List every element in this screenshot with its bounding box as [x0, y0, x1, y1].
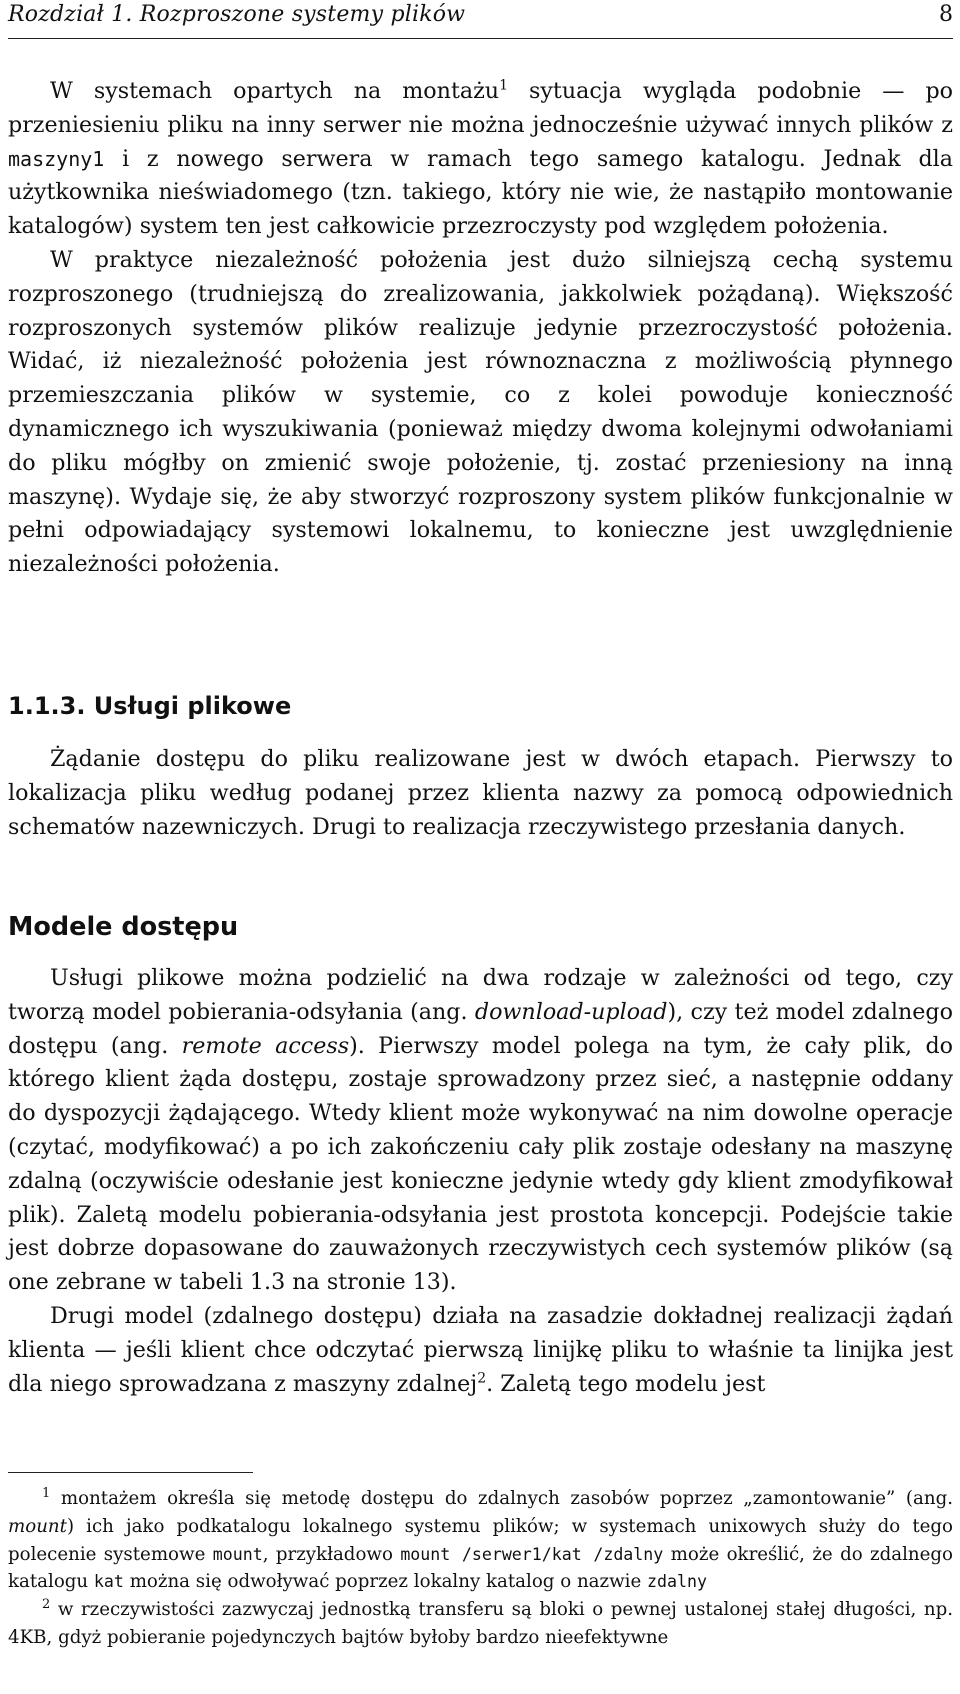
code-zdalny: zdalny — [647, 1572, 707, 1592]
code-maszyny1: maszyny1 — [8, 146, 105, 171]
section-text-modele — [8, 962, 953, 1401]
running-header — [8, 0, 953, 39]
paragraph-zadanie: Żądanie dostępu do pliku realizowane jest w dwóch etapach. Pierwszy to lokalizacja pliku według podanej przez klienta nazwy za pomocą odpowiednich schematów nazewniczych. Drugi to realizacja rzeczywistego przesłania danych. — [8, 746, 953, 840]
footnotes — [8, 1485, 953, 1652]
footnote-separator — [8, 1472, 253, 1473]
footnote-ref-2[interactable]: 2 — [477, 1370, 487, 1387]
footnote-2-marker: 2 — [42, 1597, 51, 1613]
subsection-heading-modele-dostepu: Modele dostępu — [8, 912, 239, 942]
footnote-2: $^2$ w rzeczywistości zazwyczaj jednostką transferu są bloki o pewnej ustalonej stałej długości, np. 4KB, gdyż pobieranie pojedynczych bajtów byłoby bardzo nieefektywne — [8, 1597, 953, 1648]
paragraph-niezaleznosc: W praktyce niezależność położenia jest dużo silniejszą cechą systemu rozproszonego (trudniejszą do zrealizowania, jakkolwiek pożądaną). Większość rozproszonych systemów plików realizuje jedynie przezroczystość położenia. Widać, iż niezależność położenia jest równoznaczna z możliwością płynnego przemieszczania plików w systemie, co z kolei powoduje konieczność dynamicznego ich wyszukiwania (ponieważ między dwoma kolejnymi odwołaniami do pliku mógłby on zmienić swoje położenie, tj. zostać przeniesiony na inną maszynę). Wydaje się, że aby stworzyć rozproszony system plików funkcjonalnie w pełni odpowiadający systemowi lokalnemu, to konieczne jest uwzględnienie niezależności położenia. — [8, 246, 953, 578]
page-number: 8 — [939, 2, 953, 27]
code-mount: mount — [212, 1544, 263, 1564]
paragraph-drugi-model: Drugi model (zdalnego dostępu) działa na zasadzie dokładnej realizacji żądań klienta — jeśli klient chce odczytać pierwszą linijkę pliku to właśnie ta linijka jest dla niego sprowadzana z maszyny zdalnej$^2$. Zaletą tego modelu jest — [8, 1302, 953, 1397]
intro-text — [8, 75, 953, 582]
paragraph-uslugi-rodzaje: Usługi plikowe można podzielić na dwa rodzaje w zależności od tego, czy tworzą model pobierania-odsyłania (ang. download-upload), czy też model zdalnego dostępu (ang. remote access). Pierwszy model polega na tym, że cały plik, do którego klient żąda dostępu, zostaje sprowadzony przez sieć, a następnie oddany do dyspozycji żądającego. Wtedy klient może wykonywać na nim dowolne operacje (czytać, modyfikować) a po ich zakończeniu cały plik zostaje odesłany na maszynę zdalną (oczywiście odesłanie jest konieczne jedynie wtedy gdy klient zmodyfikował plik). Zaletą modelu pobierania-odsyłania jest prostota koncepcji. Podejście takie jest dobrze dopasowane do zauważonych rzeczywistych cech systemów plików (są one zebrane w tabeli 1.3 na stronie 13). — [8, 965, 954, 1296]
paragraph-montaz: W systemach opartych na montażu$^1$ sytuacja wygląda podobnie — po przeniesieniu pliku na inny serwer nie można jednocześnie używać innych plików z maszyny1 i z nowego serwera w ramach tego samego katalogu. Jednak dla użytkownika nieświadomego (tzn. takiego, który nie wie, że nastąpiło montowanie katalogów) system ten jest całkowicie przezroczysty pod względem położenia. — [8, 77, 954, 240]
footnote-1-marker: 1 — [42, 1485, 51, 1501]
term-download-upload: download-upload — [474, 998, 668, 1025]
code-kat: kat — [93, 1572, 124, 1592]
document-page — [8, 0, 960, 1694]
term-mount: mount — [8, 1515, 67, 1537]
section-heading-uslugi-plikowe: 1.1.3. Usługi plikowe — [8, 692, 292, 720]
section-text-uslugi — [8, 743, 953, 844]
term-remote-access: remote access — [181, 1032, 350, 1059]
footnote-ref-1[interactable]: 1 — [499, 77, 508, 94]
footnote-1: $^1$ montażem określa się metodę dostępu do zdalnych zasobów poprzez „zamontowanie” (ang. mount) ich jako podkatalogu lokalnego systemu plików; w systemach unixowych służy do tego polecenie systemowe mount, przykładowo mount /serwer1/kat /zdalny może określić, że do zdalnego katalogu kat można się odwoływać poprzez lokalny katalog o nazwie zdalny — [8, 1485, 954, 1593]
code-mount-example: mount /serwer1/kat /zdalny — [400, 1544, 664, 1564]
chapter-title: Rozdział 1. Rozproszone systemy plików — [8, 2, 466, 27]
